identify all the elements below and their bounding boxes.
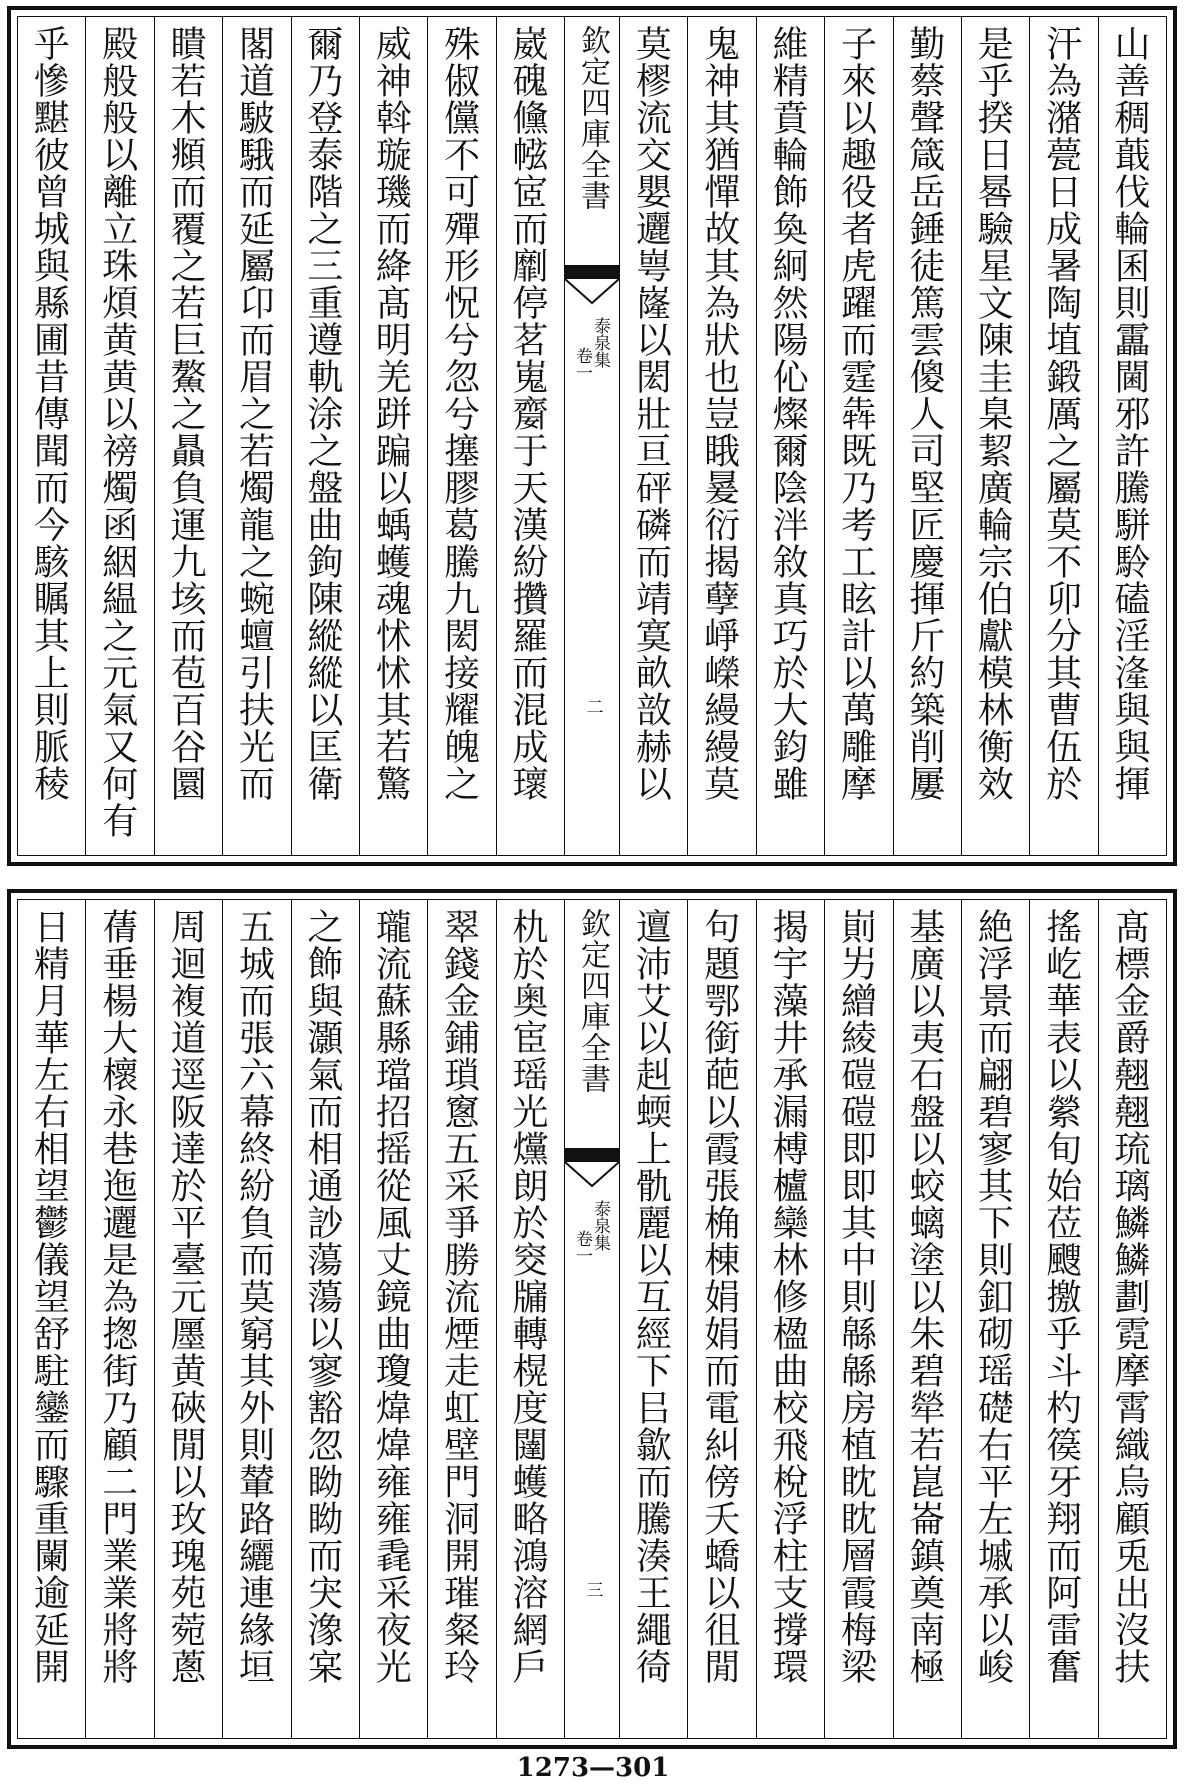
text-column: 是乎揆日晷驗星文陳圭臬絜廣輪宗伯獻模林衡效 xyxy=(961,17,1029,855)
text-column: 日精月華左右相望鬱儀望舒駐鑾而驟重闌逾延開 xyxy=(28,908,70,1685)
text-column: 莫樛流交嬰邐㟧嶐以閎壯亘砰磷而靖寞畝敨赫以 xyxy=(619,17,687,855)
text-column: 句題鄂銜葩以霞張桷棟娟娟而電糾傍夭蟜以徂閒 xyxy=(687,900,755,1738)
upper-page xyxy=(7,6,1177,866)
text-column: 殊俶儻不可殫形怳兮忽兮㩙膠葛騰九閎接耀魄之 xyxy=(427,17,495,855)
leaf-number: 二 xyxy=(582,698,603,715)
center-fold-banxin xyxy=(564,17,619,855)
text-column: 崱屴繒綾磑磑即即其中則緜緜房植眈眈層霞梅梁 xyxy=(824,900,892,1738)
center-fold-banxin xyxy=(564,900,619,1738)
text-column: 維精賁輪飾奐絅然陽伈燦爾陰泮敘真巧於大鈞雖 xyxy=(756,17,824,855)
text-column: 殿般般以離立珠煩黄黄以䄘燭函絪緼之元氣又何有 xyxy=(85,17,153,855)
page-number-footer: 1273—301 xyxy=(516,1753,670,1783)
series-title: 欽定四庫全書 xyxy=(575,25,610,211)
juan-number: 卷一 xyxy=(572,1230,592,1264)
book-title: 泰泉集 xyxy=(590,317,610,368)
text-column: 鬼神其猶憚故其為狀也豈睋㬊衍揭孽崢嶸縵縵莫 xyxy=(687,17,755,855)
text-column: 髙標金爵翹翹琉璃鱗鱗劃霓摩霄織烏顧兎出沒扶 xyxy=(1098,900,1166,1738)
text-column: 翠錢金鋪瑣窻五采爭勝流煙走虹壁門洞開璀粲玲 xyxy=(427,900,495,1738)
text-column: 山善稠蕺伐輪囷則靁閫邪許騰駢駖磕淫湰與與揮 xyxy=(1098,17,1166,855)
text-column: 子來以趣役者虎躍而霆犇既乃考工眩計以萬雕摩 xyxy=(824,17,892,855)
text-column: 基廣以夷石盤以蛟螭塗以朱碧犖若崑崙鎮奠南極 xyxy=(893,900,961,1738)
juan-number: 卷一 xyxy=(572,347,592,381)
text-column: 瞶若木頫而覆之若巨鰲之贔負運九垓而苞百谷圜 xyxy=(154,17,222,855)
lower-page-frame xyxy=(17,899,1167,1739)
text-column: 揭宇藻井承漏榑櫨欒林修楹曲校飛梲浮柱支撐環 xyxy=(756,900,824,1738)
text-column: 之飾與灝氣而相通訬蕩蕩以寥豁忽眑眑而宊潒宲 xyxy=(291,900,359,1738)
text-column: 絶浮景而翩碧寥其下則釦砌瑶礎右平左墄承以峻 xyxy=(961,900,1029,1738)
lower-page xyxy=(7,889,1177,1749)
text-column: 閣道駊騀而延屬卬而眉之若燭龍之蜿蟺引扶光而 xyxy=(222,17,290,855)
text-column: 周迴複道逕阪達於平臺元㕓黄硤閒以玫瑰苑菀蔥 xyxy=(154,900,222,1738)
text-column: 朹於奥宦瑶光爣朗於窔牖轉榥度闥蠖略鴻溶網戶 xyxy=(496,900,564,1738)
text-column: 汗為潴甍日成暑陶埴鍛厲之屬莫不卯分其曹伍於 xyxy=(1029,17,1097,855)
text-column: 邅沛艾以赳蝡上骩麗以互經下㠯歙而騰湊王繩徛 xyxy=(619,900,687,1738)
text-column: 乎慘黮彼曾城與縣圃昔傳聞而今駭瞩其上則脈稜 xyxy=(28,25,70,802)
text-column: 五城而張六幕終紛負而莫窮其外則輦路纚連緣垣 xyxy=(222,900,290,1738)
text-column: 爾乃登泰階之三重遵軌涂之盤曲鉤陳縱縱以匡衛 xyxy=(291,17,359,855)
text-column: 瓏流蘇縣璫招摇從風丈鏡曲瓊煒煒雍雍毳采夜光 xyxy=(359,900,427,1738)
fishtail-mark-icon xyxy=(565,265,619,305)
book-title: 泰泉集 xyxy=(590,1200,610,1251)
series-title: 欽定四庫全書 xyxy=(575,908,610,1094)
text-column: 蒨垂楊大櫰永巷迤邐是為揔街乃顧二門業業將將 xyxy=(85,900,153,1738)
text-column: 崴磈儵㡉宧而劘停茗嵬䶒于天漢紛攢羅而混成瓌 xyxy=(496,17,564,855)
upper-page-frame xyxy=(17,16,1167,856)
text-column: 搖屹華表以縈旬始莅颼撽乎斗杓篌牙翔而阿雷奮 xyxy=(1029,900,1097,1738)
text-column: 威神斡璇璣而絳髙明羌跰蹁以蝺蠖魂怵怵其若驚 xyxy=(359,17,427,855)
fishtail-mark-icon xyxy=(565,1148,619,1188)
text-column: 勤蔡聲箴岳錘徒篤雲傻人司堅匠慶揮斤約築削屢 xyxy=(893,17,961,855)
leaf-number: 三 xyxy=(582,1581,603,1598)
